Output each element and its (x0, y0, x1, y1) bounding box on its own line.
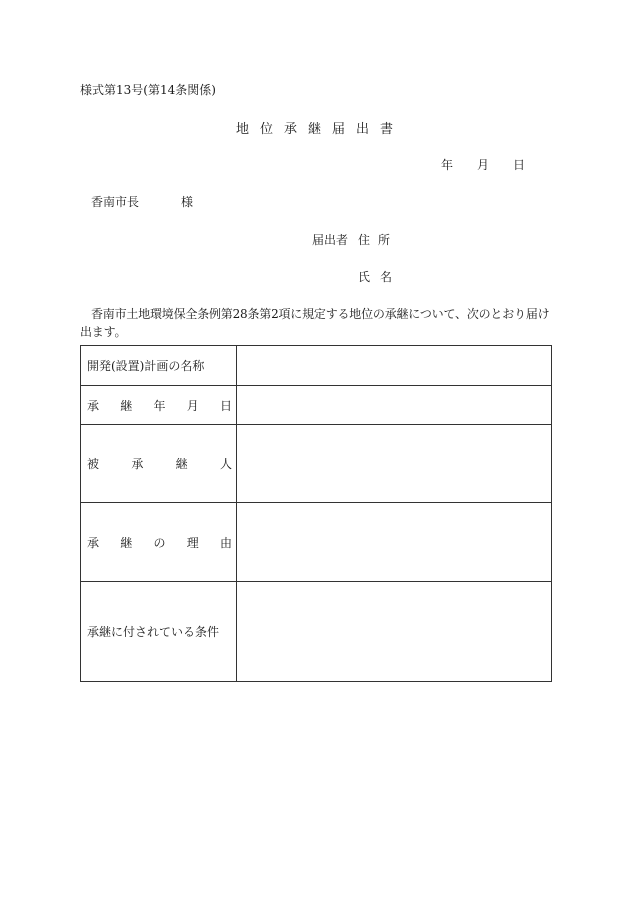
form-number: 様式第13号(第14条関係) (80, 83, 216, 97)
row-label-succession-reason (81, 503, 237, 582)
date-year-label: 年 (441, 158, 454, 172)
form-table (80, 345, 552, 682)
label-char: 承 (87, 398, 100, 413)
label-char: 継 (120, 535, 133, 550)
notifier-label: 届出者 (312, 233, 349, 247)
address-label: 住所 (358, 233, 399, 247)
spread-label (87, 397, 232, 414)
field-succession-conditions[interactable] (237, 582, 552, 682)
label-char: 継 (120, 398, 133, 413)
table-row (81, 346, 552, 386)
field-project-name[interactable] (237, 346, 552, 386)
label-char: 年 (153, 398, 166, 413)
label-char: 由 (219, 535, 232, 550)
spread-label (87, 534, 232, 551)
field-succession-reason[interactable] (237, 503, 552, 582)
label-char: 承 (87, 535, 100, 550)
label-char: 月 (186, 398, 199, 413)
field-predecessor[interactable] (237, 425, 552, 503)
date-line (441, 156, 525, 173)
document-title: 地位承継届出書 (236, 122, 405, 137)
table-row (81, 503, 552, 582)
label-char: 日 (219, 398, 232, 413)
table-row (81, 582, 552, 682)
date-day-label: 日 (513, 158, 526, 172)
field-succession-date[interactable] (237, 386, 552, 425)
label-char: 人 (219, 457, 232, 471)
label-char: の (153, 535, 166, 550)
label-char: 承 (131, 457, 144, 471)
table-row (81, 386, 552, 425)
date-month-label: 月 (477, 158, 490, 172)
notifier-address-line (312, 231, 398, 248)
label-char: 理 (186, 535, 199, 550)
table-row (81, 425, 552, 503)
spread-label (87, 455, 232, 472)
row-label-predecessor (81, 425, 237, 503)
row-label-succession-conditions: 承継に付されている条件 (81, 582, 237, 682)
label-char: 被 (87, 457, 100, 471)
addressee-name: 香南市長 (91, 195, 140, 209)
row-label-succession-date (81, 386, 237, 425)
addressee-honorific: 様 (181, 195, 194, 209)
addressee (91, 193, 193, 210)
row-label-project-name: 開発(設置)計画の名称 (81, 346, 237, 386)
body-text: 香南市土地環境保全条例第28条第2項に規定する地位の承継について、次のとおり届け出ます。 (80, 307, 550, 339)
name-label: 氏名 (358, 270, 403, 284)
label-char: 継 (175, 457, 188, 471)
